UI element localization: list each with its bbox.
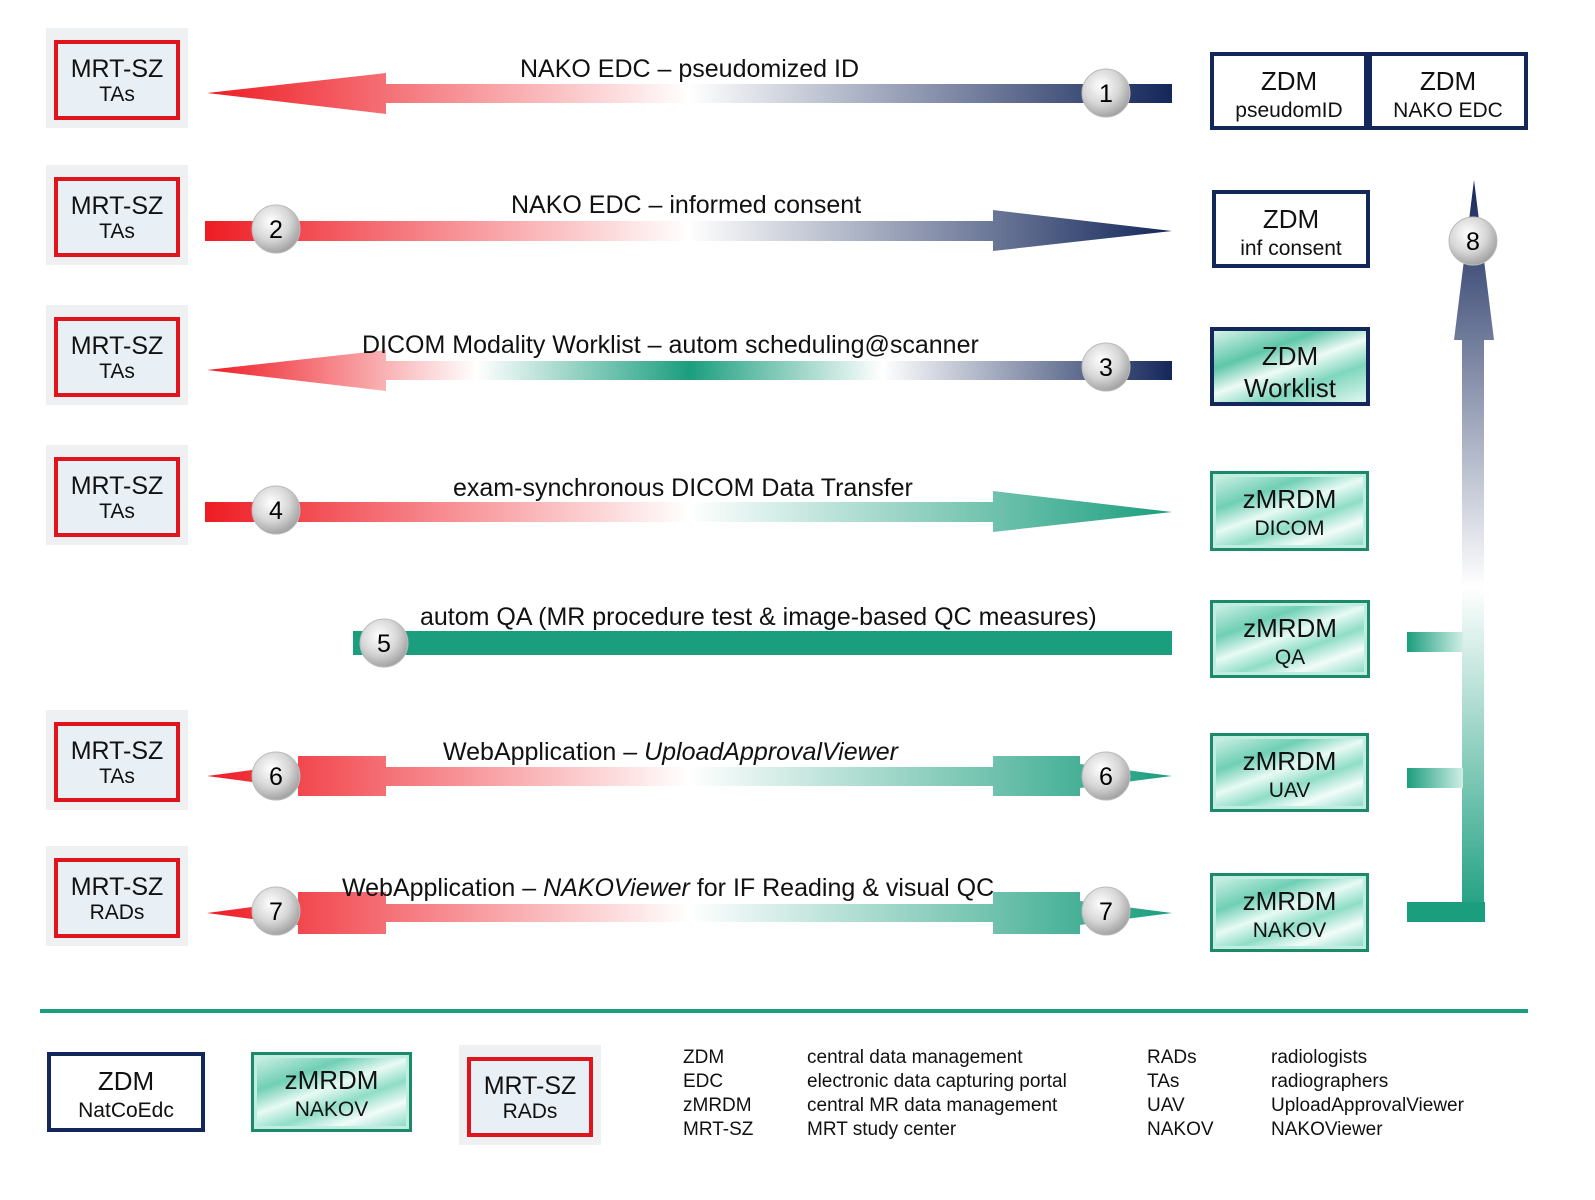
badge-8	[1449, 217, 1497, 265]
legend-abbr: TAs	[1147, 1071, 1180, 1092]
zmrdm-nakov-sub: NAKOV	[1252, 919, 1327, 942]
badge-5	[360, 619, 408, 667]
site-box-4-sub: TAs	[99, 500, 135, 523]
legend-abbr: NAKOV	[1147, 1119, 1214, 1140]
legend-abbr-col-2	[1147, 1046, 1214, 1142]
site-box-6-sub: TAs	[99, 765, 135, 788]
site-box-2-sub: TAs	[99, 220, 135, 243]
zmrdm-uav-box	[1210, 733, 1369, 812]
svg-text:1: 1	[1099, 80, 1113, 108]
site-box-3-sub: TAs	[99, 360, 135, 383]
legend-desc-col-1	[807, 1046, 1067, 1142]
zdm-nakoedc-sub: NAKO EDC	[1393, 99, 1503, 122]
label-row-6-text: WebApplication –	[443, 738, 645, 766]
zdm-worklist-box	[1210, 327, 1370, 406]
label-row-3: DICOM Modality Worklist – autom scheduling@scanner	[362, 331, 979, 359]
legend-zdm-sub: NatCoEdc	[78, 1099, 174, 1122]
site-box-3-title: MRT-SZ	[70, 332, 164, 360]
badge-6-left	[252, 752, 300, 800]
svg-text:5: 5	[377, 630, 391, 658]
label-row-7-text: WebApplication –	[342, 874, 544, 902]
svg-text:7: 7	[1099, 898, 1113, 926]
label-row-7	[342, 874, 994, 903]
label-row-6-italic: UploadApprovalViewer	[644, 738, 898, 766]
svg-text:4: 4	[269, 497, 283, 525]
svg-text:7: 7	[269, 898, 283, 926]
zmrdm-nakov-title: zMRDM	[1242, 886, 1337, 916]
legend-desc: radiographers	[1271, 1071, 1389, 1092]
legend-desc: UploadApprovalViewer	[1271, 1095, 1464, 1116]
site-box-1	[46, 28, 188, 128]
site-box-2-title: MRT-SZ	[70, 192, 164, 220]
legend-abbr: zMRDM	[683, 1095, 752, 1116]
legend-abbr: RADs	[1147, 1047, 1197, 1068]
label-row-2: NAKO EDC – informed consent	[511, 191, 862, 219]
legend-desc: radiologists	[1271, 1047, 1368, 1068]
svg-text:8: 8	[1466, 228, 1480, 256]
legend-desc: MRT study center	[807, 1119, 957, 1140]
svg-text:6: 6	[269, 763, 283, 791]
zdm-nakoedc-title: ZDM	[1419, 66, 1477, 96]
legend-zdm-box	[47, 1052, 205, 1132]
site-box-4-title: MRT-SZ	[70, 472, 164, 500]
zmrdm-dicom-box	[1210, 471, 1369, 551]
legend-separator	[40, 1009, 1528, 1013]
site-box-1-sub: TAs	[99, 83, 135, 106]
badge-6-right	[1082, 752, 1130, 800]
legend-site-box	[459, 1045, 601, 1145]
legend-zmrdm-sub: NAKOV	[294, 1098, 369, 1121]
zmrdm-qa-box	[1210, 600, 1370, 678]
zdm-consent-sub: inf consent	[1240, 237, 1342, 260]
legend-desc: central data management	[807, 1047, 1023, 1068]
site-box-6-title: MRT-SZ	[70, 737, 164, 765]
label-row-4: exam-synchronous DICOM Data Transfer	[453, 474, 913, 502]
legend-abbr-col-1	[683, 1046, 753, 1142]
label-row-5: autom QA (MR procedure test & image-based QC measures)	[420, 603, 1097, 631]
site-box-4	[46, 445, 188, 545]
legend-desc: central MR data management	[807, 1095, 1058, 1116]
site-box-6	[46, 710, 188, 810]
legend-abbr: UAV	[1147, 1095, 1185, 1116]
badge-7-left	[252, 887, 300, 935]
site-box-2	[46, 165, 188, 265]
legend-desc: NAKOViewer	[1271, 1119, 1383, 1140]
badge-3	[1082, 343, 1130, 391]
zmrdm-qa-title: zMRDM	[1243, 613, 1337, 643]
stub-qa	[1407, 632, 1463, 652]
label-row-7-rest: for IF Reading & visual QC	[689, 874, 995, 902]
zdm-worklist-title: ZDM	[1261, 341, 1319, 371]
badge-7-right	[1082, 887, 1130, 935]
zmrdm-nakov-box	[1210, 873, 1369, 952]
zdm-worklist-sub: Worklist	[1244, 373, 1336, 403]
site-box-1-title: MRT-SZ	[70, 55, 164, 83]
badge-1	[1082, 69, 1130, 117]
legend-site-sub: RADs	[502, 1100, 558, 1123]
bar-row-5	[353, 631, 1172, 655]
zdm-pseudomid-sub: pseudomID	[1235, 99, 1343, 122]
site-box-7	[46, 846, 188, 946]
zmrdm-uav-title: zMRDM	[1242, 746, 1337, 776]
svg-text:6: 6	[1099, 763, 1113, 791]
arrow-upward-8	[1454, 180, 1494, 920]
zmrdm-uav-sub: UAV	[1268, 779, 1311, 802]
legend-zdm-title: ZDM	[97, 1066, 155, 1096]
legend-site-title: MRT-SZ	[483, 1072, 577, 1100]
zdm-consent-box	[1212, 190, 1370, 268]
site-box-7-title: MRT-SZ	[70, 873, 164, 901]
label-row-7-italic: NAKOViewer	[543, 874, 690, 902]
legend-zmrdm-title: zMRDM	[284, 1065, 379, 1095]
zdm-pseudomid-title: ZDM	[1260, 66, 1318, 96]
zdm-consent-title: ZDM	[1262, 204, 1320, 234]
zdm-nakoedc-box	[1368, 52, 1528, 130]
stub-nakov	[1407, 902, 1485, 922]
legend-zmrdm-box	[251, 1052, 412, 1132]
zmrdm-dicom-title: zMRDM	[1242, 484, 1337, 514]
legend-desc-col-2	[1271, 1046, 1464, 1142]
zmrdm-qa-sub: QA	[1274, 646, 1306, 669]
site-box-3	[46, 305, 188, 405]
legend-abbr: EDC	[683, 1071, 724, 1092]
badge-2	[252, 205, 300, 253]
label-row-6	[443, 738, 898, 767]
label-row-1: NAKO EDC – pseudomized ID	[520, 55, 860, 83]
stub-uav	[1407, 768, 1463, 788]
zmrdm-dicom-sub: DICOM	[1254, 517, 1325, 540]
legend-abbr: MRT-SZ	[683, 1119, 754, 1140]
site-box-7-sub: RADs	[89, 901, 145, 924]
svg-text:3: 3	[1099, 354, 1113, 382]
legend-abbr: ZDM	[683, 1047, 725, 1068]
zdm-pseudomid-box	[1210, 52, 1368, 130]
svg-text:2: 2	[269, 216, 283, 244]
badge-4	[252, 486, 300, 534]
legend-desc: electronic data capturing portal	[807, 1071, 1067, 1092]
